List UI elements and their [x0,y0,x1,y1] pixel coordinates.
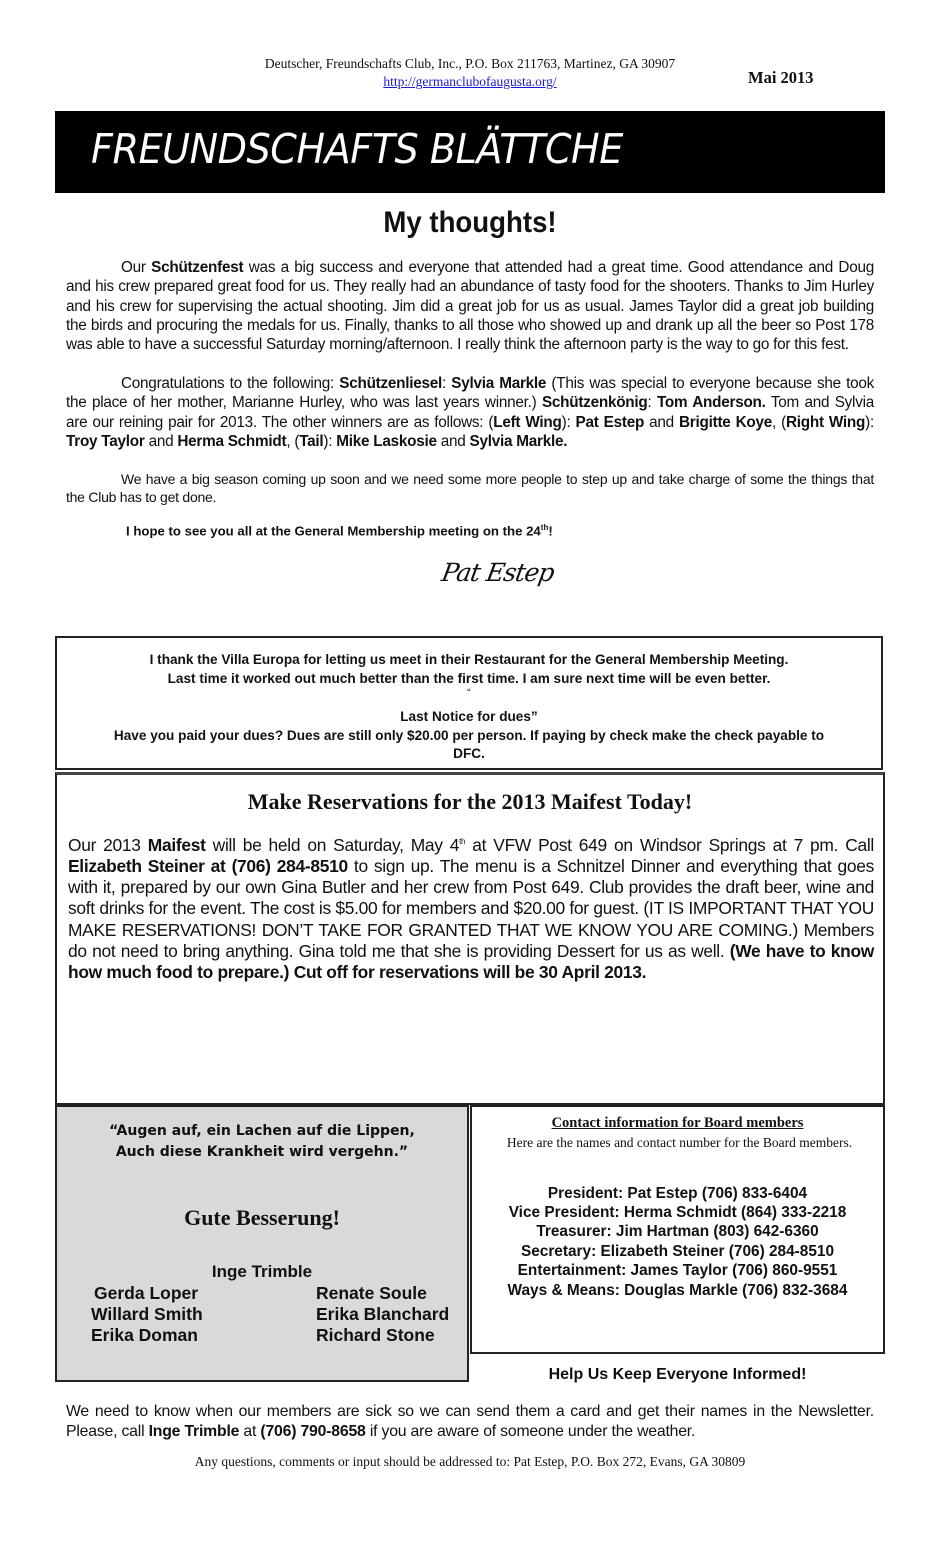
event-name: Schützenfest [151,259,244,276]
newsletter-title: FREUNDSCHAFTS BLÄTTCHE [91,125,623,173]
winner-name: Troy Taylor [66,432,145,450]
deadline-bold: (We have to know how much food to prepare.) Cut off for reservations will be 30 April 2013. [68,940,874,983]
text: Our [121,259,152,276]
text: was a big success and everyone that attended had a great time. Good attendance and Doug and his crew prepared great food for us. They really had an abundance of tasty food for the shooters. Thanks to Jim Hurley and his crew for supervising the actual shooting. Jim did a great job for us as usual. James Taylor did a great job building the birds and procuring the medals for us. Finally, thanks to all those who showed up and drank up all the beer so Post 178 was able to have a successful Saturday morning/afternoon. I really think the afternoon party is the way to go for this fest. [66,259,874,354]
category-bold: Left Wing [493,413,562,431]
winner-name: Sylvia Markle. [469,432,568,450]
thoughts-paragraph-2 [66,374,874,451]
event-name: Maifest [147,834,206,855]
sick-member: Richard Stone [316,1325,435,1345]
text: , ( [772,413,786,431]
help-heading: Help Us Keep Everyone Informed! [548,1366,807,1383]
text: We need to know when our members are sick so we can send them a card and get their names in the Newsletter. Please, call [66,1403,874,1440]
text: ): [561,413,576,431]
dues-line-1: Have you paid your dues? Dues are still only $20.00 per person. If paying by check make the check payable to [113,728,825,743]
category-bold: Right Wing [785,413,866,431]
text: at [239,1422,261,1440]
text: I hope to see you all at the General Membership meeting on the 24 [126,523,541,539]
contact-heading: Contact information for Board members [551,1115,804,1131]
winner-name: Sylvia Markle [451,375,547,392]
quote-line-2: Auch diese Krankheit wird vergehn.” [115,1144,409,1160]
text: Tom and Sylvia are our reining pair for 2013. The other winners are as follows: ( [66,394,875,431]
winner-name: Herma Schmidt [177,432,287,450]
board-member-ways-means: Ways & Means: Douglas Markle (706) 832-3684 [507,1282,848,1299]
title-bold: Schützenkönig [541,394,648,412]
help-body [66,1402,874,1441]
club-website-link[interactable]: http://germanclubofaugusta.org/ [383,74,557,89]
dues-notice-heading: Last Notice for dues” [400,709,538,724]
board-member-entertainment: Entertainment: James Taylor (706) 860-9551 [517,1262,838,1279]
club-address: Deutscher, Freundschafts Club, Inc., P.O. Box 211763, Martinez, GA 30907 [264,56,676,71]
text: ! [548,523,553,539]
winner-name: Mike Laskosie [336,432,437,450]
text: Our 2013 [68,834,148,855]
text: and [144,432,178,450]
contact-bold: Elizabeth Steiner at (706) 284-8510 [68,856,348,876]
text: (This was special to everyone because she took the place of her mother, Marianne Hurley, who was last years winner.) [66,375,874,412]
winner-name: Tom Anderson. [656,394,766,412]
text: ): [865,413,874,431]
board-member-president: President: Pat Estep (706) 833-6404 [547,1185,808,1202]
open-quote: “ [467,687,471,699]
get-well-heading: Gute Besserung! [184,1205,340,1230]
get-well-box [55,1105,469,1382]
text: , ( [286,432,300,450]
sick-member: Gerda Loper [94,1283,199,1303]
section-heading-my-thoughts: My thoughts! [383,206,557,239]
maifest-body [68,831,874,983]
sick-member: Renate Soule [316,1283,427,1303]
text: Congratulations to the following: [121,375,340,392]
maifest-box [55,772,885,1105]
contact-name: Inge Trimble [148,1422,240,1440]
text: will be held on Saturday, May 4 [205,834,460,855]
contact-subtitle: Here are the names and contact number for the Board members. [506,1135,853,1150]
issue-date: Mai 2013 [748,68,814,87]
superscript: th [540,523,549,532]
text: and [644,413,679,431]
footer-contact: Any questions, comments or input should be addressed to: Pat Estep, P.O. Box 272, Evans, GA 30809 [194,1454,746,1469]
winner-name: Brigitte Koye [679,413,773,431]
dues-line-2: DFC. [453,746,485,761]
sick-member: Willard Smith [91,1304,203,1324]
board-contact-box [470,1105,885,1354]
text: if you are aware of someone under the weather. [365,1422,696,1440]
superscript: th [459,837,466,846]
text: to sign up. The menu is a Schnitzel Dinner and everything that goes with it, prepared by our own Gina Butler and her crew from Post 649. Club provides the draft beer, wine and soft drinks for the event. The cost is $5.00 for members and $20.00 for guest. (IT IS IMPORTANT THAT YOU MAKE RESERVATIONS! DON’T TAKE FOR GRANTED THAT WE KNOW YOU ARE COMING.) Members do not need to bring anything. Gina told me that she is providing Dessert for us as well. [68,856,874,961]
quote-line-1: “Augen auf, ein Lachen auf die Lippen, [109,1123,415,1139]
text: at VFW Post 649 on Windsor Springs at 7 pm. Call [465,834,874,855]
thanks-line-1: I thank the Villa Europa for letting us meet in their Restaurant for the General Membership Meeting. [149,652,789,667]
text: : [442,375,452,392]
thoughts-paragraph-3: We have a big season coming up soon and we need some more people to step up and take charge of some the things that the Club has to get done. [66,471,874,505]
text: : [647,394,657,412]
thanks-dues-box [55,636,883,770]
sick-member: Erika Blanchard [316,1304,450,1324]
text: ): [323,432,337,450]
board-member-treasurer: Treasurer: Jim Hartman (803) 642-6360 [536,1223,819,1240]
board-member-vice-president: Vice President: Herma Schmidt (864) 333-2218 [508,1204,847,1221]
sick-member: Erika Doman [91,1325,198,1345]
thanks-line-2: Last time it worked out much better than the first time. I am sure next time will be even better. [167,671,771,686]
board-member-secretary: Secretary: Elizabeth Steiner (706) 284-8510 [520,1243,835,1260]
newsletter-banner [55,111,885,193]
title-bold: Schützenliesel [339,375,443,392]
category-bold: Tail [299,432,324,450]
winner-name: Pat Estep [575,413,645,431]
contact-phone: (706) 790-8658 [260,1422,366,1440]
sick-member-top: Inge Trimble [211,1262,313,1281]
maifest-heading: Make Reservations for the 2013 Maifest Today! [247,789,693,814]
text: and [436,432,470,450]
signature: Pat Estep [439,558,557,587]
meeting-reminder [126,523,553,538]
thoughts-paragraph-1 [66,258,874,354]
